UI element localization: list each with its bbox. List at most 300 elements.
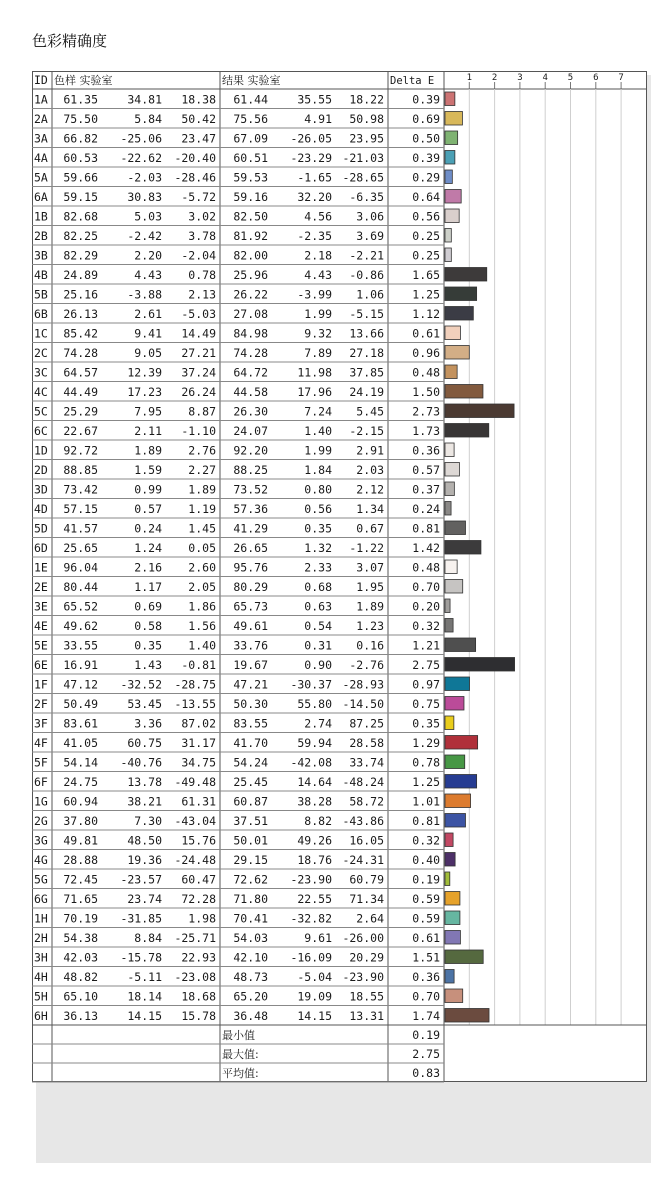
result-l-value: 26.30	[233, 404, 268, 419]
result-l-value: 60.51	[233, 151, 268, 165]
patch-id: 6A	[34, 190, 48, 204]
delta-e-bar	[445, 580, 463, 594]
patch-id: 6C	[34, 424, 48, 438]
sample-b-value: 1.86	[188, 599, 216, 614]
sample-a-value: -5.11	[127, 970, 162, 984]
delta-e-bar	[445, 658, 515, 672]
patch-id: 2F	[34, 697, 48, 711]
delta-e-bar	[445, 326, 460, 340]
result-l-value: 80.29	[233, 580, 268, 594]
delta-e-value: 0.64	[412, 190, 440, 204]
sample-a-value: 30.83	[127, 190, 162, 204]
result-l-value: 82.50	[233, 209, 268, 224]
delta-e-value: 0.39	[412, 151, 440, 165]
patch-id: 1B	[34, 209, 48, 224]
sample-l-value: 83.61	[63, 716, 98, 731]
delta-e-bar	[445, 970, 454, 984]
delta-e-value: 1.65	[412, 268, 440, 282]
delta-e-bar	[445, 989, 463, 1003]
result-a-value: 1.40	[304, 424, 332, 438]
sample-a-value: -31.85	[120, 911, 162, 926]
delta-e-value: 1.25	[412, 287, 440, 302]
result-l-value: 36.48	[233, 1009, 268, 1023]
result-b-value: -21.03	[342, 151, 384, 165]
sample-a-value: -2.42	[127, 229, 162, 243]
sample-b-value: 2.13	[188, 287, 216, 302]
result-b-value: 20.29	[349, 950, 384, 965]
result-b-value: -48.24	[342, 775, 384, 789]
sample-l-value: 54.14	[63, 755, 98, 770]
delta-e-bar	[445, 892, 460, 906]
result-b-value: 23.95	[349, 131, 384, 146]
delta-e-value: 0.56	[412, 209, 440, 224]
delta-e-bar	[445, 229, 451, 243]
delta-e-value: 0.81	[412, 814, 440, 828]
result-b-value: -43.86	[342, 814, 384, 828]
sample-l-value: 66.82	[63, 131, 98, 146]
result-a-value: 19.09	[297, 989, 332, 1004]
result-b-value: -28.65	[342, 170, 384, 185]
sample-a-value: 2.16	[134, 560, 162, 575]
axis-tick-label: 4	[542, 73, 548, 83]
result-b-value: -26.00	[342, 931, 384, 945]
result-a-value: -16.09	[290, 950, 332, 965]
sample-a-value: 0.24	[134, 521, 162, 536]
sample-b-value: -43.04	[174, 814, 216, 828]
summary-value: 0.83	[412, 1066, 440, 1080]
delta-e-bar	[445, 736, 478, 750]
delta-e-bar	[445, 814, 465, 828]
patch-id: 4D	[34, 502, 48, 516]
sample-b-value: -49.48	[174, 775, 216, 789]
patch-id: 2G	[34, 814, 48, 828]
result-l-value: 71.80	[233, 892, 268, 906]
delta-e-value: 0.25	[412, 229, 440, 243]
result-b-value: 1.34	[356, 502, 384, 516]
delta-e-bar	[445, 872, 450, 886]
sample-l-value: 72.45	[63, 872, 98, 887]
delta-e-value: 0.59	[412, 892, 440, 906]
delta-e-value: 0.48	[412, 560, 440, 575]
delta-e-value: 0.36	[412, 443, 440, 458]
patch-id: 5B	[34, 287, 48, 302]
delta-e-value: 1.51	[412, 950, 440, 965]
result-a-value: -23.29	[290, 151, 332, 165]
result-b-value: -1.22	[349, 541, 384, 555]
result-b-value: 16.05	[349, 833, 384, 848]
delta-e-value: 0.96	[412, 346, 440, 360]
sample-b-value: 8.87	[188, 404, 216, 419]
sample-a-value: 0.58	[134, 619, 162, 633]
sample-b-value: -23.08	[174, 970, 216, 984]
sample-b-value: 3.78	[188, 229, 216, 243]
result-a-value: -1.65	[297, 170, 332, 185]
header-sample-lab: 色样 实验室	[54, 74, 113, 87]
result-l-value: 50.01	[233, 833, 268, 848]
delta-e-bar	[445, 794, 471, 808]
result-l-value: 59.16	[233, 190, 268, 204]
result-b-value: -23.90	[342, 970, 384, 984]
axis-tick-label: 6	[593, 73, 599, 83]
result-l-value: 61.44	[233, 92, 268, 107]
delta-e-bar	[445, 950, 483, 964]
delta-e-bar	[445, 287, 477, 301]
patch-id: 2E	[34, 580, 48, 594]
sample-b-value: 1.40	[188, 638, 216, 653]
delta-e-bar	[445, 755, 465, 769]
sample-l-value: 82.25	[63, 229, 98, 243]
delta-e-value: 0.61	[412, 931, 440, 945]
result-a-value: 0.63	[304, 599, 332, 614]
delta-e-value: 0.24	[412, 502, 440, 516]
sample-a-value: 5.03	[134, 209, 162, 224]
sample-a-value: -15.78	[120, 950, 162, 965]
patch-id: 2C	[34, 346, 48, 360]
sample-b-value: 23.47	[181, 131, 216, 146]
result-a-value: 7.24	[304, 404, 332, 419]
delta-e-bar	[445, 404, 514, 418]
sample-l-value: 73.42	[63, 482, 98, 497]
sample-l-value: 74.28	[63, 346, 98, 360]
axis-tick-label: 3	[517, 73, 523, 83]
sample-a-value: 1.89	[134, 443, 162, 458]
result-l-value: 84.98	[233, 326, 268, 341]
sample-b-value: 72.28	[181, 892, 216, 906]
result-a-value: -26.05	[290, 131, 332, 146]
sample-l-value: 41.57	[63, 521, 98, 536]
result-b-value: 28.58	[349, 736, 384, 750]
patch-id: 2A	[34, 112, 48, 126]
delta-e-value: 1.12	[412, 307, 440, 321]
delta-e-bar	[445, 853, 455, 867]
delta-e-value: 0.40	[412, 853, 440, 867]
sample-b-value: -5.03	[181, 307, 216, 321]
sample-a-value: 53.45	[127, 697, 162, 711]
delta-e-bar	[445, 190, 461, 204]
delta-e-bar	[445, 385, 483, 399]
result-b-value: 3.07	[356, 560, 384, 575]
result-a-value: 0.90	[304, 658, 332, 672]
summary-value: 0.19	[412, 1028, 440, 1042]
result-l-value: 82.00	[233, 248, 268, 263]
sample-b-value: 60.47	[181, 872, 216, 887]
delta-e-value: 0.36	[412, 970, 440, 984]
sample-a-value: -23.57	[120, 872, 162, 887]
summary-label: 最大值:	[222, 1048, 259, 1061]
sample-l-value: 47.12	[63, 677, 98, 692]
sample-l-value: 16.91	[63, 658, 98, 672]
delta-e-bar	[445, 346, 469, 360]
sample-b-value: 26.24	[181, 385, 216, 399]
patch-id: 4H	[34, 970, 48, 984]
sample-l-value: 25.29	[63, 404, 98, 419]
result-a-value: 49.26	[297, 833, 332, 848]
sample-b-value: 1.45	[188, 521, 216, 536]
delta-e-bar	[445, 482, 454, 496]
result-l-value: 81.92	[233, 229, 268, 243]
result-a-value: 14.64	[297, 775, 332, 789]
result-b-value: 33.74	[349, 755, 384, 770]
result-a-value: -5.04	[297, 970, 332, 984]
result-a-value: 14.15	[297, 1009, 332, 1023]
sample-b-value: 87.02	[181, 716, 216, 731]
sample-l-value: 82.29	[63, 248, 98, 263]
delta-e-value: 0.78	[412, 755, 440, 770]
patch-id: 6G	[34, 892, 48, 906]
patch-id: 5E	[34, 638, 48, 653]
result-a-value: 0.80	[304, 482, 332, 497]
delta-e-bar	[445, 365, 457, 379]
patch-id: 3D	[34, 482, 48, 497]
result-a-value: 0.35	[304, 521, 332, 536]
axis-tick-label: 7	[618, 73, 624, 83]
sample-a-value: 38.21	[127, 794, 162, 809]
sample-a-value: 13.78	[127, 775, 162, 789]
patch-id: 4B	[34, 268, 48, 282]
result-l-value: 65.73	[233, 599, 268, 614]
sample-a-value: 12.39	[127, 365, 162, 380]
sample-l-value: 42.03	[63, 950, 98, 965]
sample-b-value: -1.10	[181, 424, 216, 438]
delta-e-value: 0.70	[412, 989, 440, 1004]
delta-e-value: 1.01	[412, 794, 440, 809]
delta-e-value: 0.37	[412, 482, 440, 497]
delta-e-bar	[445, 502, 451, 516]
result-a-value: 38.28	[297, 794, 332, 809]
result-a-value: 4.91	[304, 112, 332, 126]
patch-id: 4F	[34, 736, 48, 750]
patch-id: 5F	[34, 755, 48, 770]
sample-a-value: 0.69	[134, 599, 162, 614]
sample-l-value: 60.53	[63, 151, 98, 165]
result-l-value: 95.76	[233, 560, 268, 575]
delta-e-value: 0.25	[412, 248, 440, 263]
result-a-value: -2.35	[297, 229, 332, 243]
sample-a-value: 1.59	[134, 463, 162, 477]
delta-e-value: 0.81	[412, 521, 440, 536]
header-delta-e: Delta E	[390, 75, 435, 87]
axis-tick-label: 1	[466, 73, 473, 83]
patch-id: 2B	[34, 229, 48, 243]
sample-a-value: 7.95	[134, 404, 162, 419]
sample-a-value: 7.30	[134, 814, 162, 828]
result-l-value: 50.30	[233, 697, 268, 711]
result-b-value: 27.18	[349, 346, 384, 360]
sample-b-value: 14.49	[181, 326, 216, 341]
delta-e-table	[32, 71, 647, 1161]
patch-id: 1G	[34, 794, 48, 809]
page-title: 色彩精确度	[32, 32, 108, 50]
sample-l-value: 24.75	[63, 775, 98, 789]
result-l-value: 33.76	[233, 638, 268, 653]
delta-e-bar	[445, 112, 462, 126]
result-b-value: 60.79	[349, 872, 384, 887]
sample-a-value: 3.36	[134, 716, 162, 731]
delta-e-value: 0.35	[412, 716, 440, 731]
sample-l-value: 88.85	[63, 463, 98, 477]
sample-b-value: 1.98	[188, 911, 216, 926]
result-l-value: 72.62	[233, 872, 268, 887]
sample-b-value: 34.75	[181, 755, 216, 770]
result-l-value: 29.15	[233, 853, 268, 867]
sample-l-value: 65.52	[63, 599, 98, 614]
patch-id: 1A	[34, 92, 48, 107]
result-a-value: -42.08	[290, 755, 332, 770]
delta-e-value: 1.25	[412, 775, 440, 789]
delta-e-bar	[445, 697, 464, 711]
delta-e-bar	[445, 716, 454, 730]
result-a-value: 9.61	[304, 931, 332, 945]
table-grid	[32, 71, 647, 1161]
patch-id: 6E	[34, 658, 48, 672]
result-b-value: 50.98	[349, 112, 384, 126]
patch-id: 4A	[34, 151, 48, 165]
result-a-value: 32.20	[297, 190, 332, 204]
result-l-value: 60.87	[233, 794, 268, 809]
delta-e-bar	[445, 521, 465, 535]
result-l-value: 74.28	[233, 346, 268, 360]
delta-e-value: 1.42	[412, 541, 440, 555]
result-b-value: 3.06	[356, 209, 384, 224]
sample-l-value: 26.13	[63, 307, 98, 321]
delta-e-value: 0.39	[412, 92, 440, 107]
sample-a-value: 1.17	[134, 580, 162, 594]
result-l-value: 57.36	[233, 502, 268, 516]
result-b-value: 18.22	[349, 92, 384, 107]
sample-l-value: 49.81	[63, 833, 98, 848]
sample-l-value: 25.16	[63, 287, 98, 302]
result-l-value: 92.20	[233, 443, 268, 458]
sample-l-value: 61.35	[63, 92, 98, 107]
sample-a-value: -25.06	[120, 131, 162, 146]
sample-a-value: 2.11	[134, 424, 162, 438]
sample-l-value: 36.13	[63, 1009, 98, 1023]
delta-e-bar	[445, 619, 453, 633]
result-b-value: -0.86	[349, 268, 384, 282]
result-a-value: -32.82	[290, 911, 332, 926]
sample-l-value: 60.94	[63, 794, 98, 809]
result-b-value: -14.50	[342, 697, 384, 711]
result-b-value: 2.91	[356, 443, 384, 458]
result-l-value: 47.21	[233, 677, 268, 692]
delta-e-bar	[445, 599, 450, 613]
result-a-value: -23.90	[290, 872, 332, 887]
delta-e-bar	[445, 541, 481, 555]
sample-l-value: 75.50	[63, 112, 98, 126]
result-l-value: 65.20	[233, 989, 268, 1004]
sample-l-value: 54.38	[63, 931, 98, 945]
delta-e-bar	[445, 248, 451, 262]
sample-a-value: 9.41	[134, 326, 162, 341]
sample-a-value: 1.24	[134, 541, 162, 555]
sample-b-value: 0.78	[188, 268, 216, 282]
sample-a-value: -22.62	[120, 151, 162, 165]
sample-a-value: -40.76	[120, 755, 162, 770]
sample-a-value: 34.81	[127, 92, 162, 107]
patch-id: 5G	[34, 872, 48, 887]
summary-label: 最小值	[222, 1029, 255, 1042]
result-b-value: 5.45	[356, 404, 384, 419]
sample-a-value: 17.23	[127, 385, 162, 399]
axis-tick-label: 5	[567, 73, 574, 83]
patch-id: 3A	[34, 131, 48, 146]
delta-e-value: 0.48	[412, 365, 440, 380]
sample-a-value: 1.43	[134, 658, 162, 672]
delta-e-bar	[445, 638, 476, 652]
result-l-value: 41.29	[233, 521, 268, 536]
sample-b-value: 18.38	[181, 92, 216, 107]
sample-a-value: 5.84	[134, 112, 162, 126]
patch-id: 1C	[34, 326, 48, 341]
delta-e-value: 0.32	[412, 619, 440, 633]
result-b-value: 2.12	[356, 482, 384, 497]
sample-b-value: 3.02	[188, 209, 216, 224]
sample-a-value: 4.43	[134, 268, 162, 282]
result-l-value: 67.09	[233, 131, 268, 146]
sample-a-value: 60.75	[127, 736, 162, 750]
patch-id: 3B	[34, 248, 48, 263]
result-l-value: 49.61	[233, 619, 268, 633]
sample-l-value: 96.04	[63, 560, 98, 575]
sample-b-value: 1.19	[188, 502, 216, 516]
result-a-value: 7.89	[304, 346, 332, 360]
sample-a-value: 19.36	[127, 853, 162, 867]
sample-a-value: 0.57	[134, 502, 162, 516]
sample-b-value: -28.46	[174, 170, 216, 185]
delta-e-value: 1.73	[412, 424, 440, 438]
sample-l-value: 50.49	[63, 697, 98, 711]
sample-l-value: 80.44	[63, 580, 98, 594]
result-b-value: 37.85	[349, 365, 384, 380]
patch-id: 6D	[34, 541, 48, 555]
sample-l-value: 92.72	[63, 443, 98, 458]
sample-l-value: 24.89	[63, 268, 98, 282]
result-b-value: 1.95	[356, 580, 384, 594]
patch-id: 6H	[34, 1009, 48, 1023]
result-b-value: -2.21	[349, 248, 384, 263]
sample-b-value: 1.89	[188, 482, 216, 497]
patch-id: 6B	[34, 307, 48, 321]
result-a-value: -3.99	[297, 287, 332, 302]
result-b-value: 0.16	[356, 638, 384, 653]
result-b-value: 58.72	[349, 794, 384, 809]
sample-a-value: 2.61	[134, 307, 162, 321]
result-l-value: 44.58	[233, 385, 268, 399]
sample-l-value: 59.15	[63, 190, 98, 204]
sample-b-value: 2.60	[188, 560, 216, 575]
result-a-value: 0.54	[304, 619, 332, 633]
result-b-value: 2.03	[356, 463, 384, 477]
result-a-value: 1.99	[304, 307, 332, 321]
sample-l-value: 37.80	[63, 814, 98, 828]
delta-e-value: 1.29	[412, 736, 440, 750]
result-a-value: 1.99	[304, 443, 332, 458]
result-b-value: 24.19	[349, 385, 384, 399]
delta-e-bar	[445, 775, 477, 789]
sample-a-value: 2.20	[134, 248, 162, 263]
result-b-value: 18.55	[349, 989, 384, 1004]
patch-id: 5C	[34, 404, 48, 419]
sample-a-value: 8.84	[134, 931, 162, 945]
result-a-value: 17.96	[297, 385, 332, 399]
sample-b-value: -24.48	[174, 853, 216, 867]
result-l-value: 64.72	[233, 365, 268, 380]
patch-id: 3C	[34, 365, 48, 380]
sample-l-value: 57.15	[63, 502, 98, 516]
delta-e-bar	[445, 833, 453, 847]
delta-e-value: 1.50	[412, 385, 440, 399]
result-l-value: 59.53	[233, 170, 268, 185]
